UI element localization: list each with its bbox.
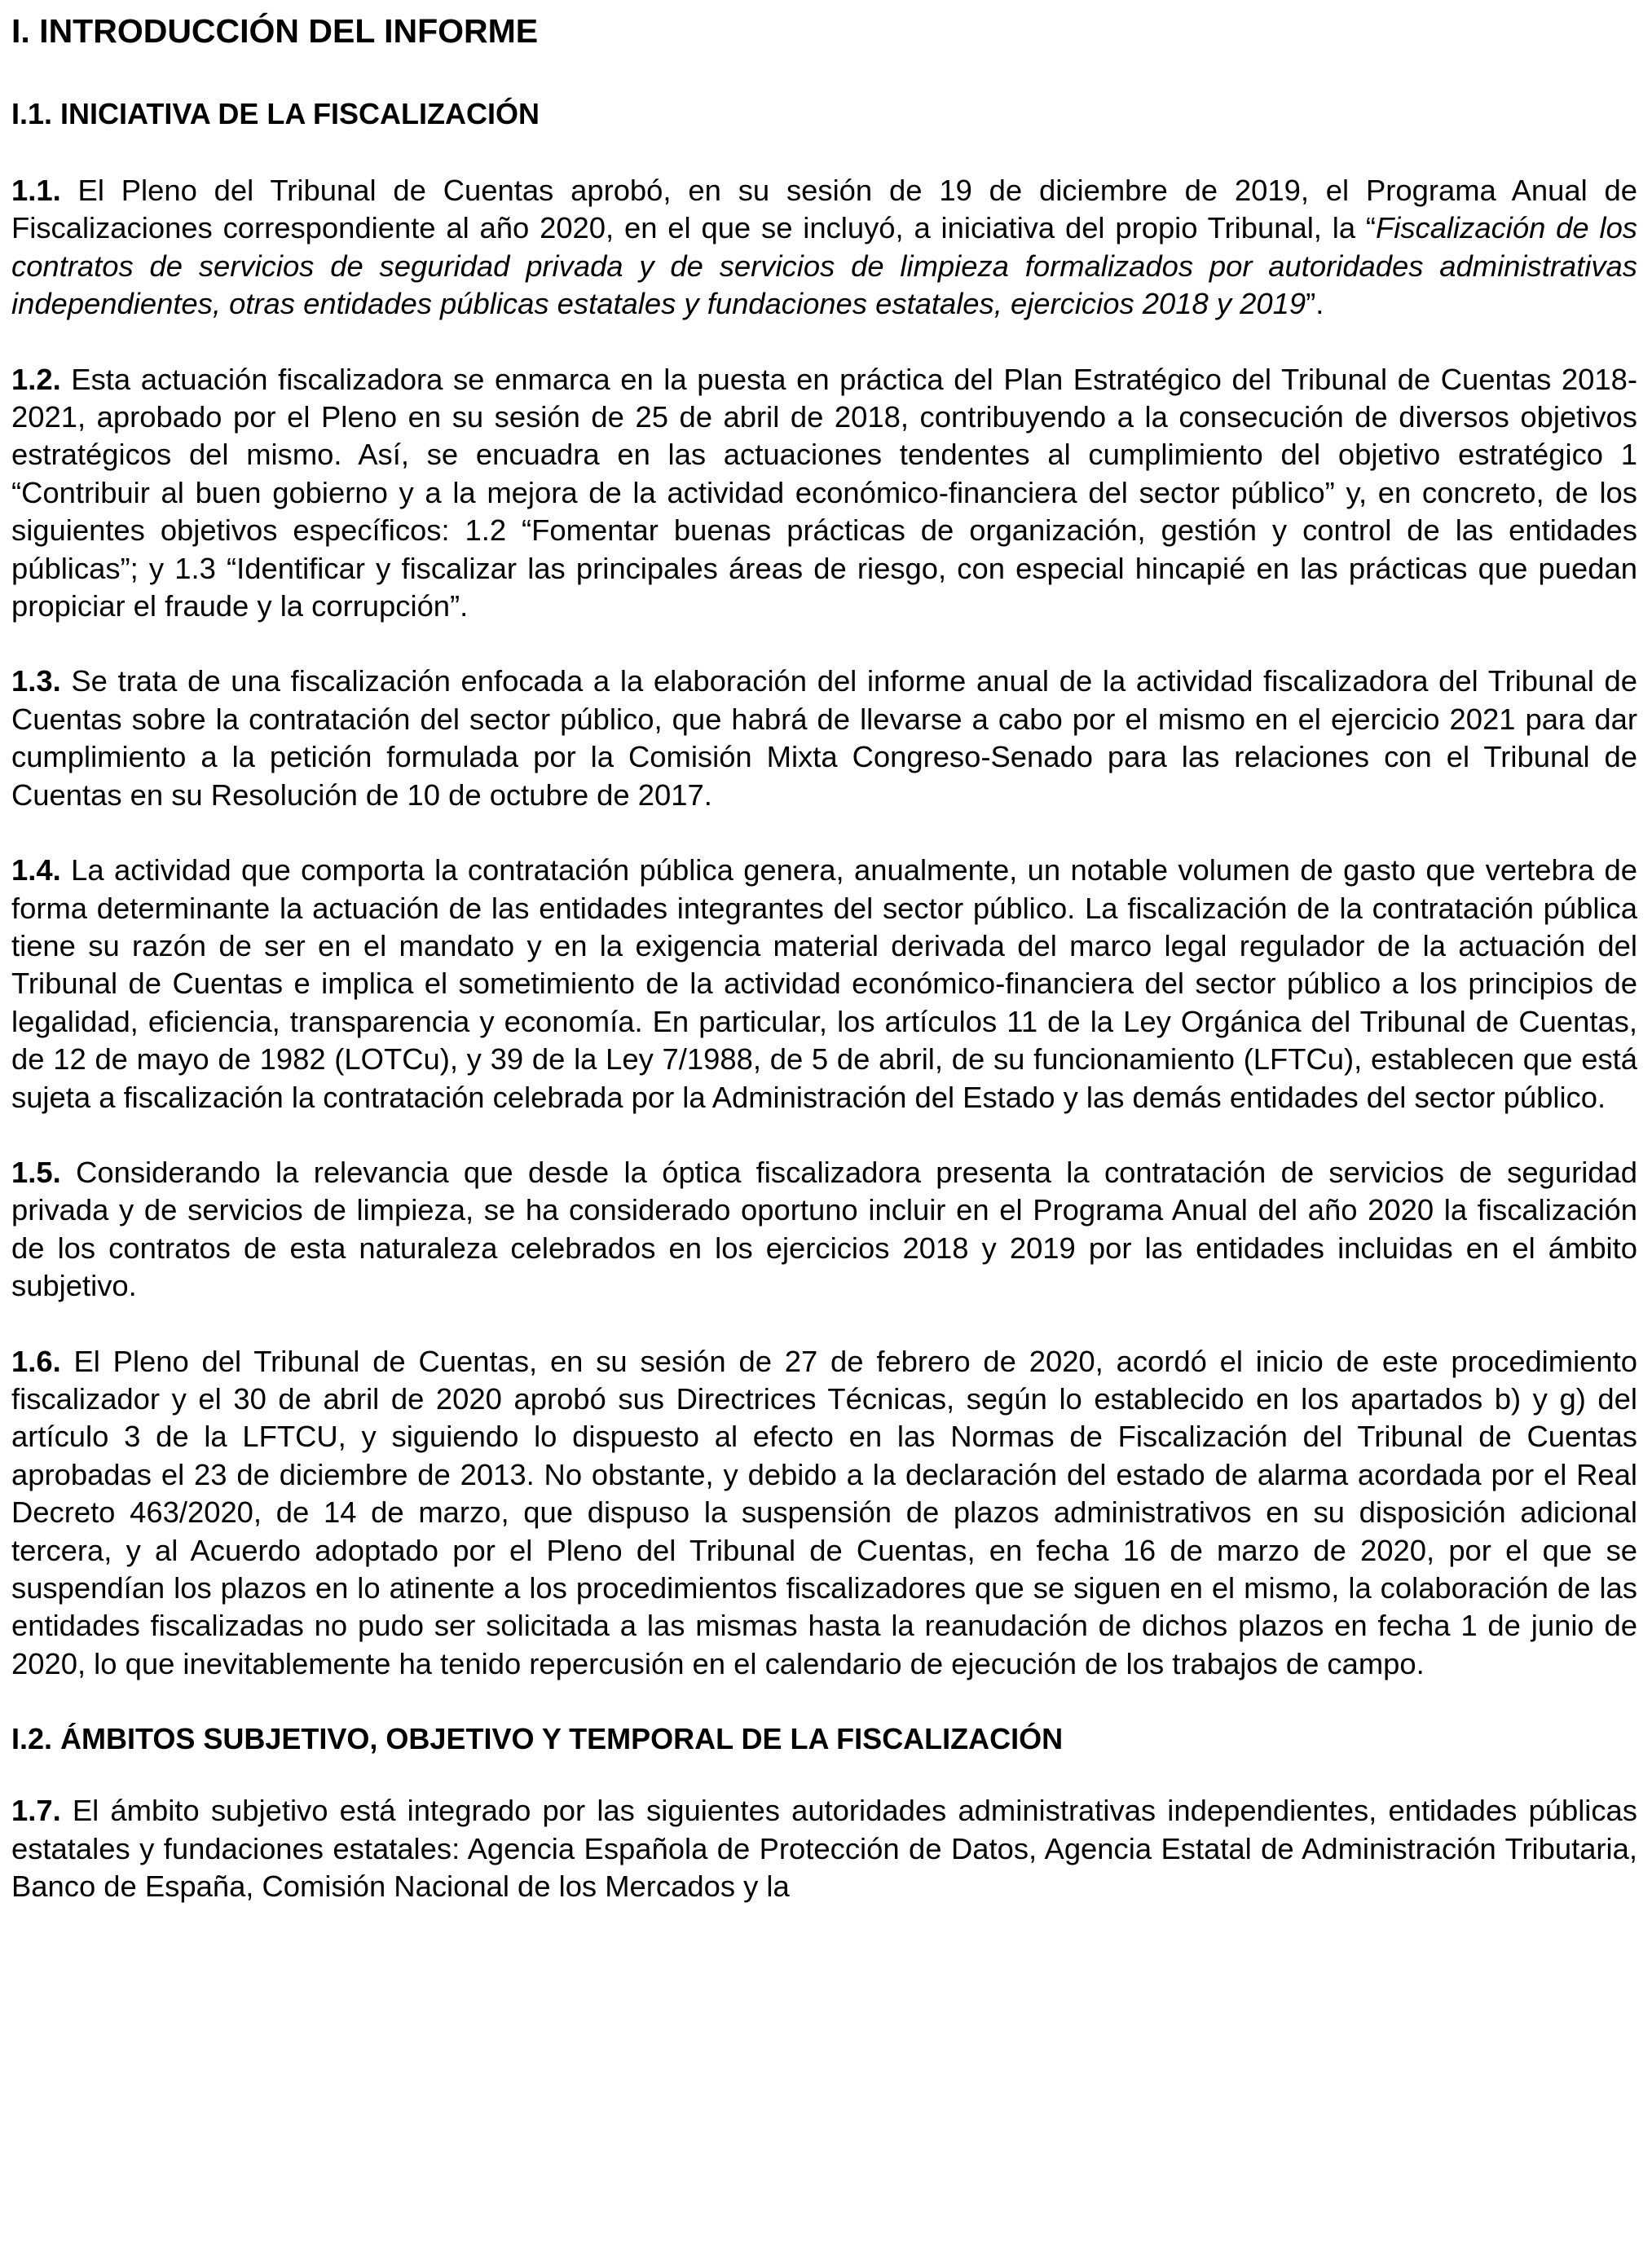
paragraph-number: 1.1.: [11, 174, 61, 207]
section-title-2: I.2. ÁMBITOS SUBJETIVO, OBJETIVO Y TEMPORAL DE LA FISCALIZACIÓN: [11, 1722, 1064, 1756]
paragraph-text: Esta actuación fiscalizadora se enmarca en la puesta en práctica del Plan Estratégico del Tribunal de Cuentas 2018-2021, aprobado por el Pleno en su sesión de 25 de abril de 2018, contribuyendo a la consecución de diversos objetivos estratégicos del mismo. Así, se encuadra en las actuaciones tendentes al cumplimiento del objetivo estratégico 1 “Contribuir al buen gobierno y a la mejora de la actividad económico-financiera del sector público” y, en concreto, de los siguientes objetivos específicos: 1.2 “Fomentar buenas prácticas de organización, gestión y control de las entidades públicas”; y 1.3 “Identificar y fiscalizar las principales áreas de riesgo, con especial hincapié en las prácticas que puedan propiciar el fraude y la corrupción”.: [11, 362, 1637, 623]
paragraph-text: El ámbito subjetivo está integrado por las siguientes autoridades administrativas independientes, entidades públicas estatales y fundaciones estatales: Agencia Española de Protección de Datos, Agencia Estatal de Administración Tributaria, Banco de España, Comisión Nacional de los Mercados y la: [11, 1794, 1637, 1904]
paragraph-text-end: ”.: [1306, 287, 1324, 321]
paragraph-text: El Pleno del Tribunal de Cuentas aprobó, en su sesión de 19 de diciembre de 2019, el Programa Anual de Fiscalizaciones correspondiente al año 2020, en el que se incluyó, a iniciativa del propio Tribunal, la “: [11, 174, 1637, 245]
paragraph-1-6: [11, 1343, 1637, 1684]
section-title-1: I.1. INICIATIVA DE LA FISCALIZACIÓN: [11, 97, 540, 130]
paragraph-1-2: [11, 361, 1637, 626]
paragraph-text: El Pleno del Tribunal de Cuentas, en su sesión de 27 de febrero de 2020, acordó el inicio de este procedimiento fiscalizador y el 30 de abril de 2020 aprobó sus Directrices Técnicas, según lo establecido en los apartados b) y g) del artículo 3 de la LFTCU, y siguiendo lo dispuesto al efecto en las Normas de Fiscalización del Tribunal de Cuentas aprobadas el 23 de diciembre de 2013. No obstante, y debido a la declaración del estado de alarma acordada por el Real Decreto 463/2020, de 14 de marzo, que dispuso la suspensión de plazos administrativos en su disposición adicional tercera, y al Acuerdo adoptado por el Pleno del Tribunal de Cuentas, en fecha 16 de marzo de 2020, por el que se suspendían los plazos en lo atinente a los procedimientos fiscalizadores que se siguen en el mismo, la colaboración de las entidades fiscalizadas no pudo ser solicitada a las mismas hasta la reanudación de dichos plazos en fecha 1 de junio de 2020, lo que inevitablemente ha tenido repercusión en el calendario de ejecución de los trabajos de campo.: [11, 1344, 1637, 1680]
paragraph-1-5: [11, 1154, 1637, 1306]
paragraph-1-3: [11, 663, 1637, 814]
paragraph-number: 1.3.: [11, 664, 61, 698]
paragraph-number: 1.5.: [11, 1155, 61, 1189]
paragraph-text: La actividad que comporta la contratación pública genera, anualmente, un notable volumen de gasto que vertebra de forma determinante la actuación de las entidades integrantes del sector público. La fiscalización de la contratación pública tiene su razón de ser en el mandato y en la exigencia material derivada del marco legal regulador de la actuación del Tribunal de Cuentas e implica el sometimiento de la actividad económico-financiera del sector público a los principios de legalidad, eficiencia, transparencia y economía. En particular, los artículos 11 de la Ley Orgánica del Tribunal de Cuentas, de 12 de mayo de 1982 (LOTCu), y 39 de la Ley 7/1988, de 5 de abril, de su funcionamiento (LFTCu), establecen que está sujeta a fiscalización la contratación celebrada por la Administración del Estado y las demás entidades del sector público.: [11, 853, 1637, 1114]
paragraph-number: 1.7.: [11, 1794, 61, 1828]
paragraph-number: 1.6.: [11, 1344, 61, 1378]
paragraph-1-7: [11, 1792, 1637, 1905]
paragraph-number: 1.2.: [11, 362, 61, 396]
paragraph-text: Considerando la relevancia que desde la óptica fiscalizadora presenta la contratación de servicios de seguridad privada y de servicios de limpieza, se ha considerado oportuno incluir en el Programa Anual del año 2020 la fiscalización de los contratos de esta naturaleza celebrados en los ejercicios 2018 y 2019 por las entidades incluidas en el ámbito subjetivo.: [11, 1155, 1637, 1303]
paragraph-1-1: [11, 172, 1637, 324]
paragraph-text: Se trata de una fiscalización enfocada a la elaboración del informe anual de la actividad fiscalizadora del Tribunal de Cuentas sobre la contratación del sector público, que habrá de llevarse a cabo por el mismo en el ejercicio 2021 para dar cumplimiento a la petición formulada por la Comisión Mixta Congreso-Senado para las relaciones con el Tribunal de Cuentas en su Resolución de 10 de octubre de 2017.: [11, 664, 1637, 812]
paragraph-number: 1.4.: [11, 853, 61, 887]
main-heading: I. INTRODUCCIÓN DEL INFORME: [11, 12, 539, 50]
paragraph-italic-title: Fiscalización de los contratos de servicios de seguridad privada y de servicios de limpieza formalizados por autoridades administrativas independientes, otras entidades públicas estatales y fundaciones estatales, ejercicios 2018 y 2019: [11, 211, 1637, 321]
paragraph-1-4: [11, 852, 1637, 1116]
